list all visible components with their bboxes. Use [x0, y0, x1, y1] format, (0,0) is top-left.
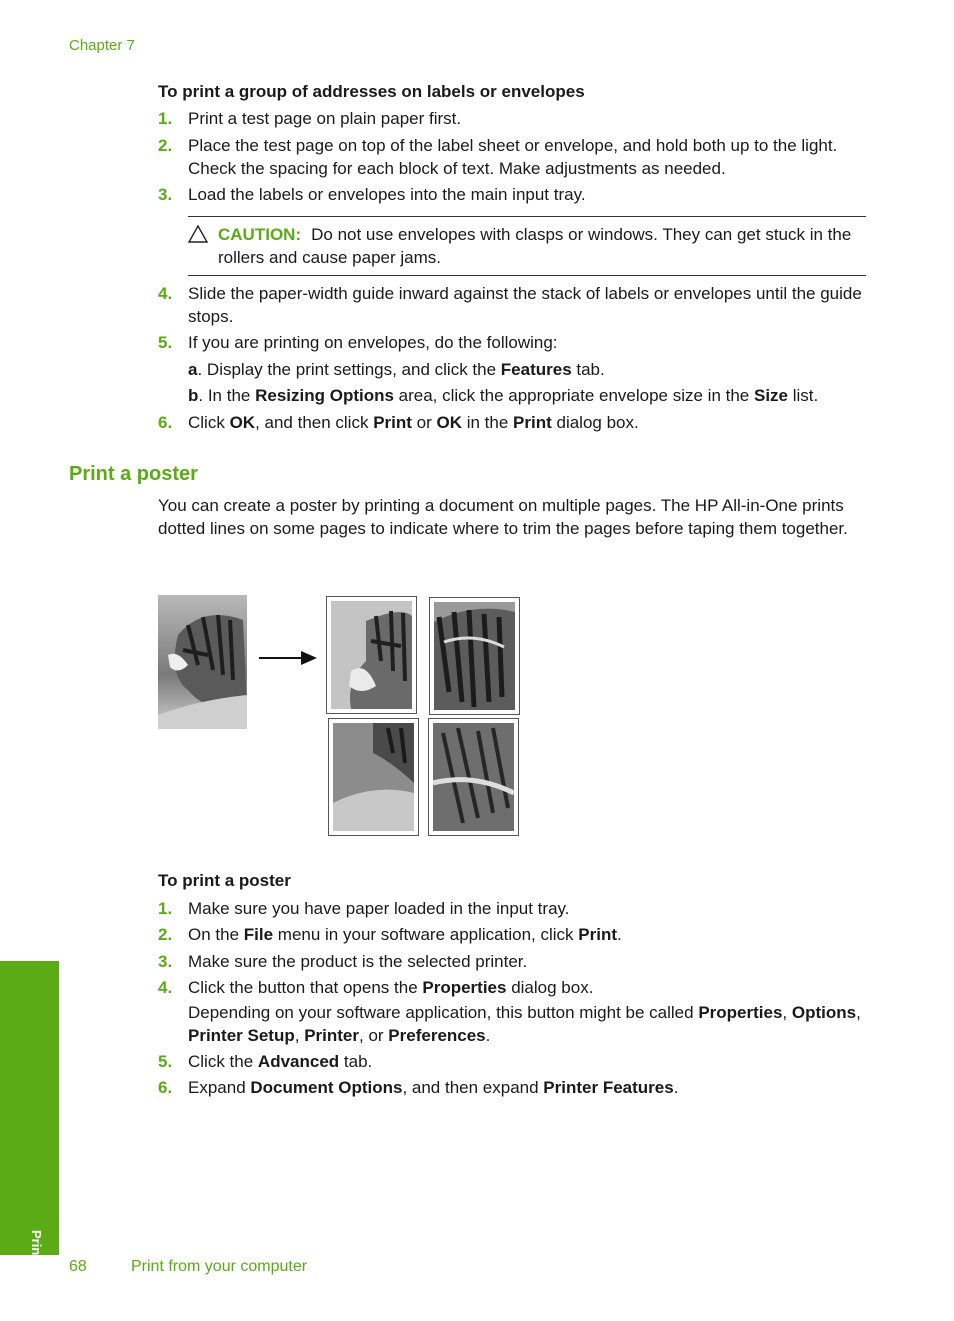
step-text: Click OK, and then click Print or OK in the Print dialog box. [188, 413, 639, 432]
step-text: Click the Advanced tab. [188, 1052, 373, 1071]
step-number: 4. [158, 978, 173, 997]
substep-label: b [188, 386, 199, 405]
caution-text-block [218, 223, 866, 269]
sidebar-tab-label: Print [29, 1230, 44, 1260]
step-text: If you are printing on envelopes, do the following: [188, 333, 558, 352]
substep-text: tab. [571, 360, 605, 379]
step-text: Slide the paper-width guide inward against the stack of labels or envelopes until the guide stops. [188, 284, 862, 326]
substep-b [188, 384, 878, 407]
step-text: Expand Document Options, and then expand Printer Features. [188, 1078, 679, 1097]
poster-heading: To print a poster [158, 871, 291, 890]
labels-heading: To print a group of addresses on labels or envelopes [158, 82, 585, 101]
step-number: 2. [158, 925, 173, 944]
substep-text: . Display the print settings, and click the [197, 360, 501, 379]
right-arrow-icon [259, 648, 319, 668]
step-number: 1. [158, 899, 173, 918]
sidebar-tab [0, 961, 59, 1255]
step-number: 4. [158, 284, 173, 303]
caution-box [188, 216, 866, 276]
step-number: 6. [158, 1078, 173, 1097]
warning-triangle-icon [188, 225, 208, 243]
step-number: 5. [158, 1052, 173, 1071]
page-number: 68 [69, 1258, 87, 1275]
section-title: Print a poster [69, 463, 198, 485]
step-text: Click the button that opens the Properties dialog box. [188, 978, 594, 997]
caution-text: Do not use envelopes with clasps or windows. They can get stuck in the rollers and cause paper jams. [218, 225, 852, 267]
step-number: 2. [158, 136, 173, 155]
poster-tile-top-right [429, 597, 520, 715]
step-text: Place the test page on top of the label sheet or envelope, and hold both up to the light. Check the spacing for each block of text. Make adjustments as needed. [188, 136, 838, 178]
substep-text: . In the [198, 386, 256, 405]
poster-intro: You can create a poster by printing a document on multiple pages. The HP All-in-One prints dotted lines on some pages to indicate where to trim the pages before taping them together. [158, 496, 848, 538]
caution-label: CAUTION: [218, 225, 302, 244]
step-number: 3. [158, 952, 173, 971]
chapter-label: Chapter 7 [69, 37, 135, 54]
step-text: Print a test page on plain paper first. [188, 109, 462, 128]
original-tiger-photo [158, 595, 247, 729]
substep-text: list. [788, 386, 819, 405]
footer-title: Print from your computer [131, 1258, 308, 1275]
step-number: 6. [158, 413, 173, 432]
step-number: 5. [158, 333, 173, 352]
poster-step-4-note: Depending on your software application, this button might be called Properties, Options, Printer Setup, Printer, or Preferences. [188, 1003, 861, 1045]
poster-tile-top-left [326, 596, 417, 714]
substep-a [188, 358, 878, 381]
poster-tile-bottom-left [328, 718, 419, 836]
poster-tile-bottom-right [428, 718, 519, 836]
step-text: On the File menu in your software application, click Print. [188, 925, 622, 944]
step-text: Make sure you have paper loaded in the input tray. [188, 899, 570, 918]
step-text: Make sure the product is the selected printer. [188, 952, 528, 971]
substep-text: area, click the appropriate envelope size in the [393, 386, 754, 405]
ui-term: Size [753, 386, 789, 405]
step-number: 1. [158, 109, 173, 128]
ui-term: Features [500, 360, 572, 379]
step-text: Load the labels or envelopes into the main input tray. [188, 185, 586, 204]
substep-label: a [188, 360, 198, 379]
step-number: 3. [158, 185, 173, 204]
ui-term: Resizing Options [255, 386, 394, 405]
